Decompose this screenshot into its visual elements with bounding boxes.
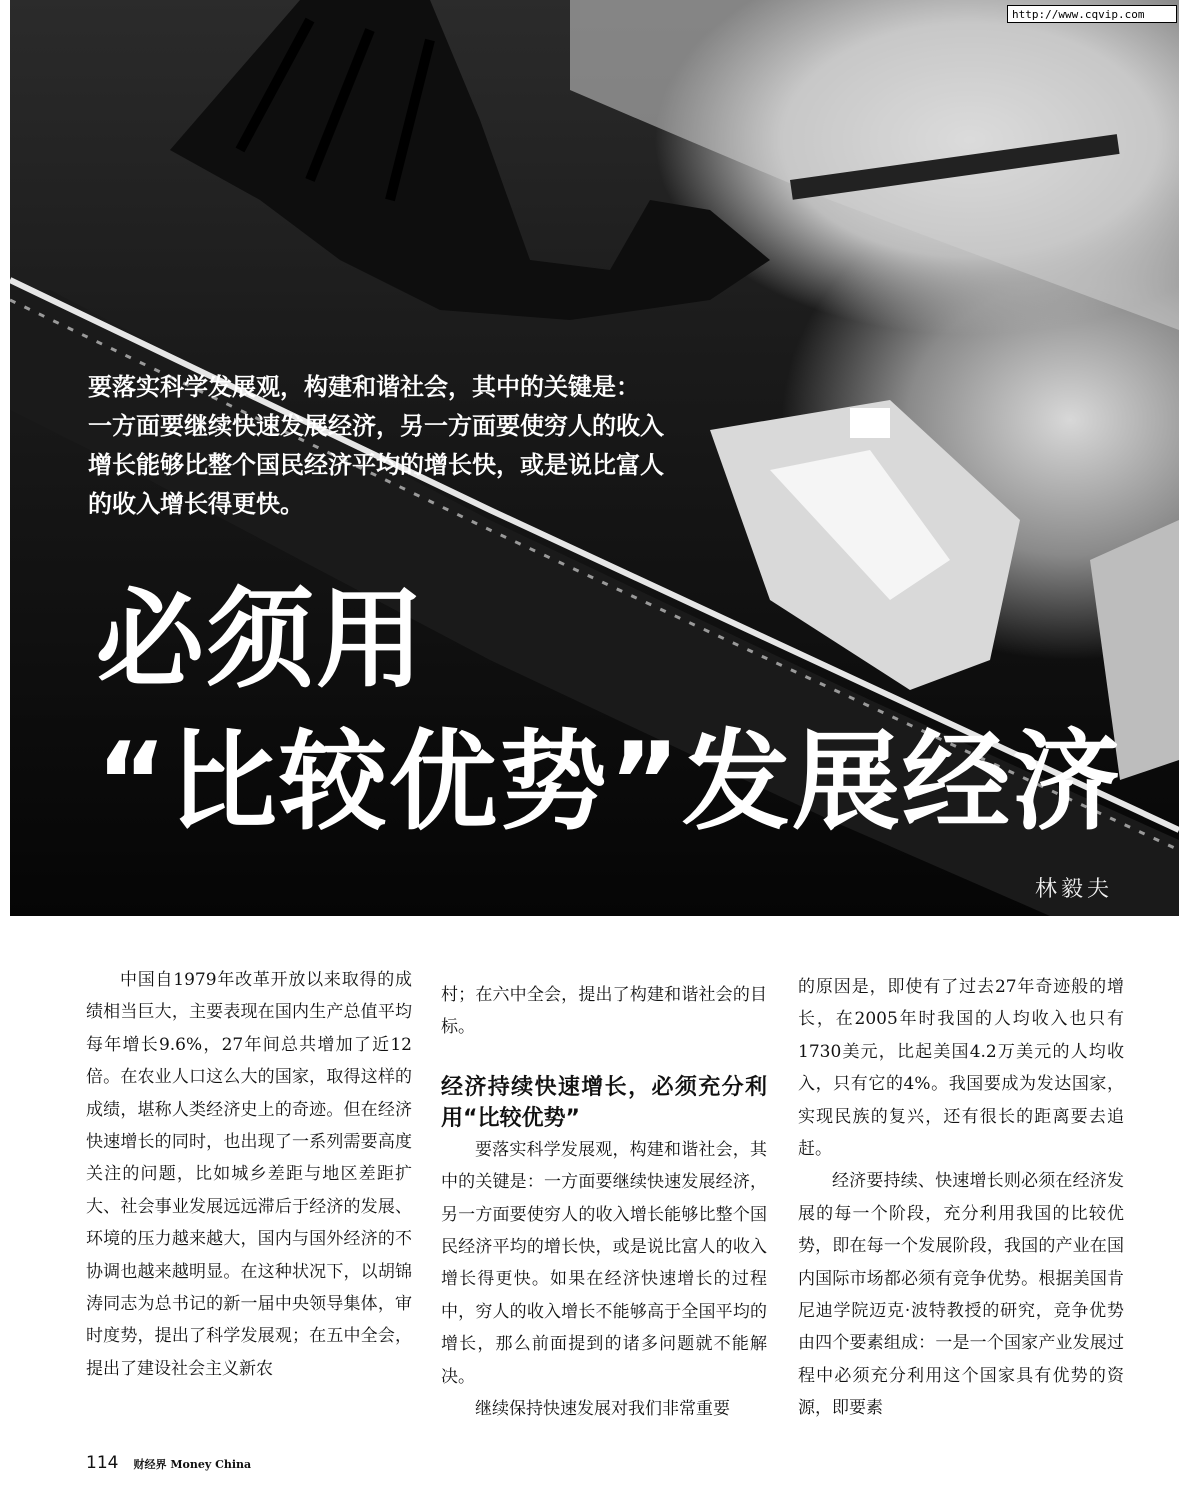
page-number: 114 — [86, 1453, 119, 1473]
magazine-name: 财经界 Money China — [133, 1458, 252, 1471]
intro-line: 的收入增长得更快。 — [88, 490, 304, 518]
intro-line: 一方面要继续快速发展经济，另一方面要使穷人的收入 — [88, 412, 664, 440]
page-footer — [86, 1453, 251, 1473]
source-url: http://www.cqvip.com — [1007, 5, 1177, 23]
title-line-2: “比较优势”发展经济 — [96, 720, 1122, 845]
paragraph: 的原因是，即使有了过去27年奇迹般的增长，在2005年时我国的人均收入也只有1730美元，比起美国4.2万美元的人均收入，只有它的4%。我国要成为发达国家，实现民族的复兴，还有很长的距离要去追赶。 — [798, 977, 1124, 1160]
hero-photo — [10, 0, 1179, 916]
article-column-1 — [86, 964, 412, 1385]
article-column-2 — [441, 979, 767, 1425]
intro-line: 要落实科学发展观，构建和谐社会，其中的关键是： — [88, 373, 640, 401]
paragraph: 要落实科学发展观，构建和谐社会，其中的关键是：一方面要继续快速发展经济，另一方面要使穷人的收入增长能够比整个国民经济平均的增长快，或是说比富人的收入增长得更快。如果在经济快速增长的过程中，穷人的收入增长不能够高于全国平均的增长，那么前面提到的诸多问题就不能解决。 — [441, 1139, 767, 1387]
paragraph: 继续保持快速发展对我们非常重要 — [475, 1399, 730, 1420]
intro-text — [88, 368, 698, 524]
article-column-3 — [798, 971, 1124, 1425]
paragraph: 村；在六中全会，提出了构建和谐社会的目标。 — [441, 985, 767, 1038]
author-name: 林毅夫 — [1035, 877, 1114, 902]
paragraph: 中国自1979年改革开放以来取得的成绩相当巨大，主要表现在国内生产总值平均每年增长9.6%，27年间总共增加了近12倍。在农业人口这么大的国家，取得这样的成绩，堪称人类经济史上的奇迹。但在经济快速增长的同时，也出现了一系列需要高度关注的问题，比如城乡差距与地区差距扩大、社会事业发展远远滞后于经济的发展、环境的压力越来越大，国内与国外经济的不协调也越来越明显。在这种状况下，以胡锦涛同志为总书记的新一届中央领导集体，审时度势，提出了科学发展观；在五中全会，提出了建设社会主义新农 — [86, 970, 412, 1379]
paragraph: 经济要持续、快速增长则必须在经济发展的每一个阶段，充分利用我国的比较优势，即在每一个发展阶段，我国的产业在国内国际市场都必须有竞争优势。根据美国肯尼迪学院迈克·波特教授的研究，竞争优势由四个要素组成：一是一个国家产业发展过程中必须充分利用这个国家具有优势的资源，即要素 — [798, 1171, 1124, 1419]
article-title — [96, 570, 1122, 854]
section-heading: 经济持续快速增长，必须充分利用“比较优势” — [441, 1074, 767, 1131]
intro-line: 增长能够比整个国民经济平均的增长快，或是说比富人 — [88, 451, 664, 479]
title-line-1: 必须用 — [96, 578, 427, 703]
